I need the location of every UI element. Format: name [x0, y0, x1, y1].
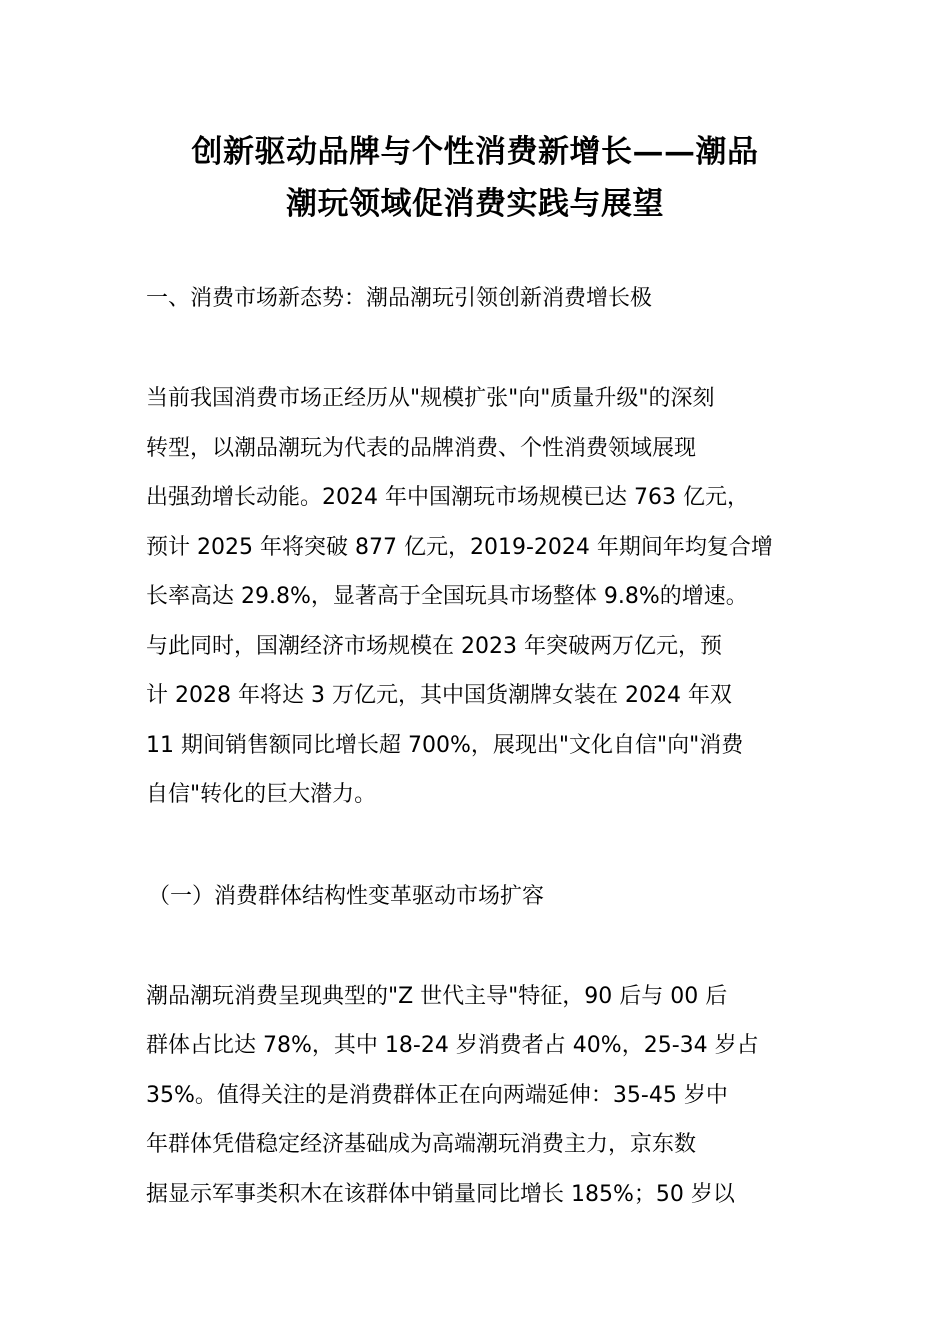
paragraph-1-line: 当前我国消费市场正经历从"规模扩张"向"质量升级"的深刻 [146, 386, 715, 411]
paragraph-1-line: 计 2028 年将达 3 万亿元，其中国货潮牌女装在 2024 年双 [146, 683, 732, 708]
paragraph-1-line: 长率高达 29.8%，显著高于全国玩具市场整体 9.8%的增速。 [146, 584, 748, 609]
paragraph-1-line: 出强劲增长动能。2024 年中国潮玩市场规模已达 763 亿元， [146, 485, 749, 510]
paragraph-2-line: 据显示军事类积木在该群体中销量同比增长 185%；50 岁以 [146, 1182, 735, 1207]
paragraph-1-line: 预计 2025 年将突破 877 亿元，2019-2024 年期间年均复合增 [146, 535, 773, 560]
paragraph-1-line: 11 期间销售额同比增长超 700%，展现出"文化自信"向"消费 [146, 733, 744, 758]
paragraph-1-line: 与此同时，国潮经济市场规模在 2023 年突破两万亿元，预 [146, 634, 722, 659]
paragraph-1-line: 转型，以潮品潮玩为代表的品牌消费、个性消费领域展现 [146, 436, 697, 461]
paragraph-1-line: 自信"转化的巨大潜力。 [146, 782, 377, 807]
subsection-1-heading: （一）消费群体结构性变革驱动市场扩容 [148, 884, 545, 909]
document-title-line-2: 潮玩领域促消费实践与展望 [286, 186, 664, 222]
document-title-line-1: 创新驱动品牌与个性消费新增长——潮品 [191, 134, 759, 170]
section-1-heading: 一、消费市场新态势：潮品潮玩引领创新消费增长极 [146, 286, 653, 311]
paragraph-2-line: 35%。值得关注的是消费群体正在向两端延伸：35-45 岁中 [146, 1083, 728, 1108]
paragraph-2-line: 潮品潮玩消费呈现典型的"Z 世代主导"特征，90 后与 00 后 [146, 984, 728, 1009]
paragraph-2-line: 年群体凭借稳定经济基础成为高端潮玩消费主力，京东数 [146, 1132, 697, 1157]
paragraph-2-line: 群体占比达 78%，其中 18-24 岁消费者占 40%，25-34 岁占 [146, 1033, 759, 1058]
